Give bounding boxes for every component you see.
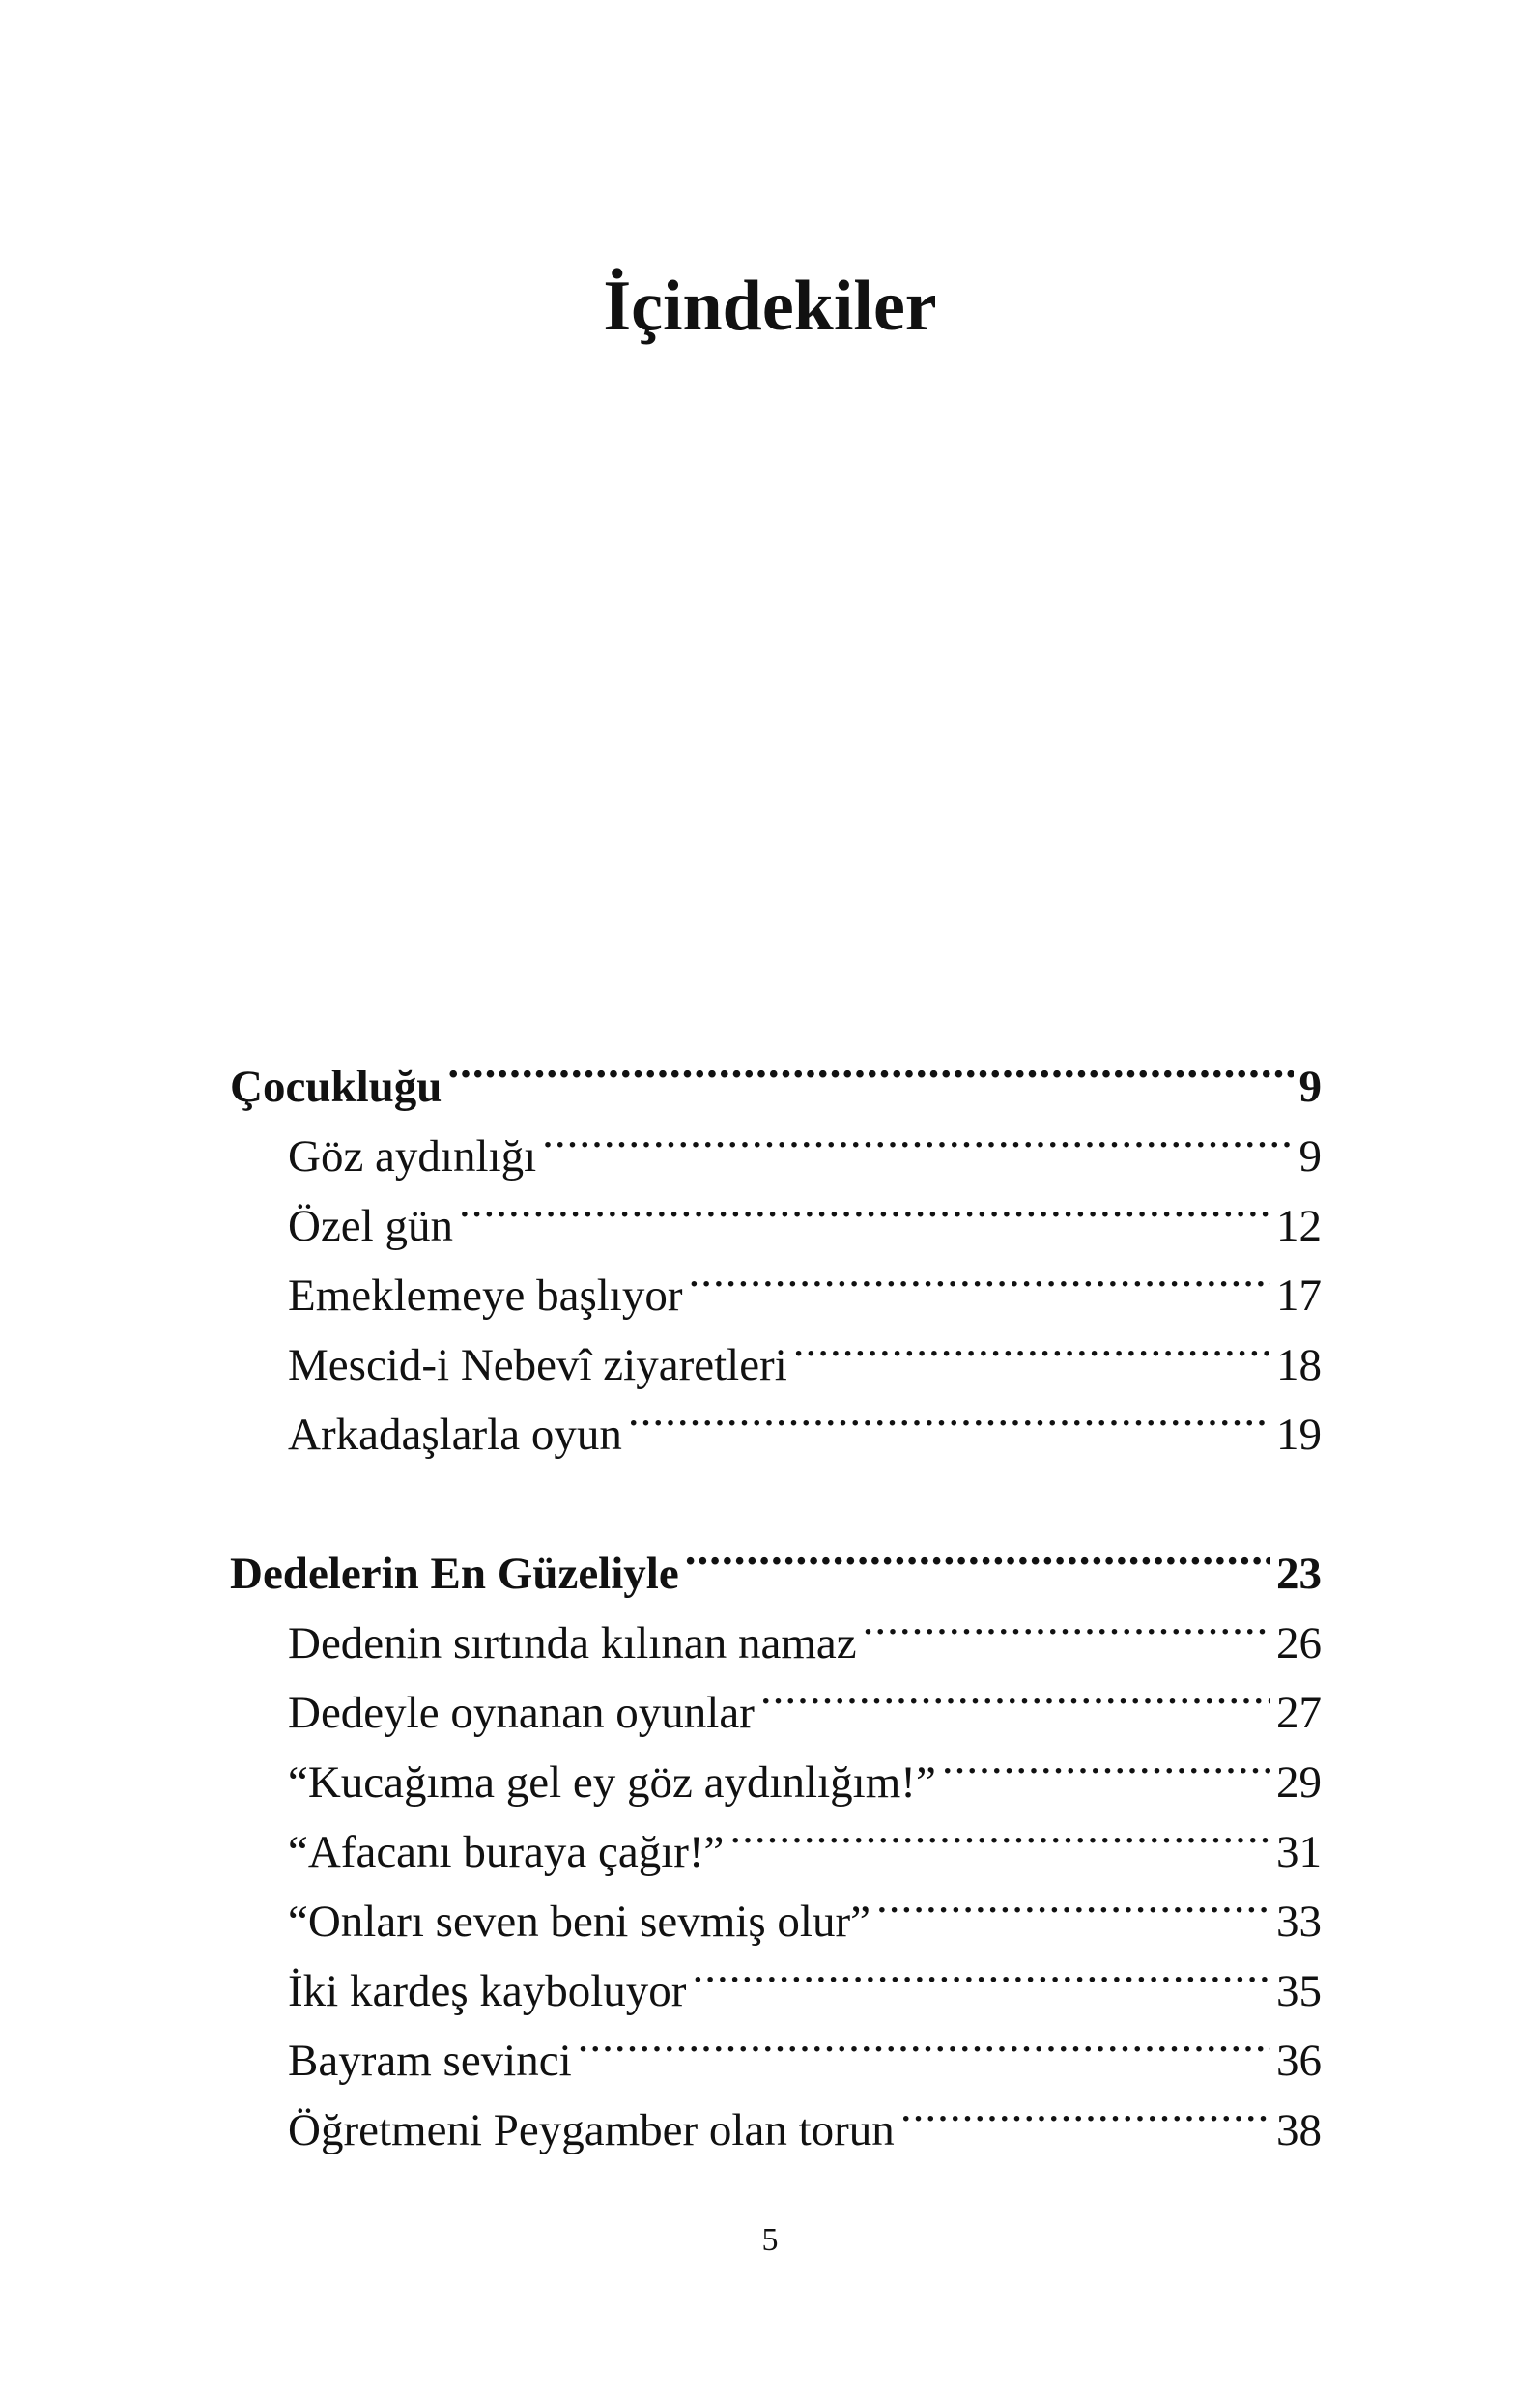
toc-heading <box>230 1032 1322 1112</box>
toc-item-label: Göz aydınlığı <box>288 1131 537 1182</box>
dot-leader <box>459 1171 1270 1241</box>
dot-leader <box>876 1867 1270 1936</box>
toc-heading-page: 9 <box>1298 1062 1322 1112</box>
toc-item-page: 9 <box>1298 1131 1322 1182</box>
dot-leader <box>760 1658 1270 1727</box>
toc-item-label: Dedeyle oynanan oyunlar <box>288 1688 755 1738</box>
dot-leader <box>578 2006 1270 2075</box>
toc-section <box>230 1519 1322 2155</box>
toc-item-label: Öğretmeni Peygamber olan torun <box>288 2105 895 2155</box>
toc-section <box>230 1032 1322 1460</box>
toc-item-page: 36 <box>1276 2036 1322 2086</box>
toc-item-label: Bayram sevinci <box>288 2036 572 2086</box>
toc-item-label: Emeklemeye başlıyor <box>288 1270 683 1321</box>
dot-leader <box>692 1936 1270 2006</box>
dot-leader <box>447 1032 1293 1101</box>
toc-item-page: 31 <box>1276 1827 1322 1877</box>
toc-item-page: 38 <box>1276 2105 1322 2155</box>
toc-heading-page: 23 <box>1276 1549 1322 1599</box>
toc-item-label: Arkadaşlarla oyun <box>288 1410 622 1460</box>
toc-item-page: 18 <box>1276 1340 1322 1390</box>
table-of-contents <box>230 1032 1322 2155</box>
toc-item-label: “Afacanı buraya çağır!” <box>288 1827 725 1877</box>
dot-leader <box>689 1241 1271 1310</box>
toc-item-page: 27 <box>1276 1688 1322 1738</box>
dot-leader <box>729 1797 1270 1867</box>
toc-heading-label: Çocukluğu <box>230 1062 442 1112</box>
dot-leader <box>900 2075 1270 2145</box>
toc-item-page: 17 <box>1276 1270 1322 1321</box>
toc-heading-label: Dedelerin En Güzeliyle <box>230 1549 679 1599</box>
toc-item-page: 29 <box>1276 1757 1322 1808</box>
dot-leader <box>685 1519 1270 1588</box>
toc-item-page: 26 <box>1276 1618 1322 1669</box>
toc-item-page: 12 <box>1276 1201 1322 1251</box>
page-title: İçindekiler <box>603 267 937 346</box>
dot-leader <box>863 1588 1270 1658</box>
toc-item-label: Mescid-i Nebevî ziyaretleri <box>288 1340 787 1390</box>
toc-item-page: 19 <box>1276 1410 1322 1460</box>
toc-item-label: “Onları seven beni sevmiş olur” <box>288 1897 870 1947</box>
toc-item-label: Dedenin sırtında kılınan namaz <box>288 1618 857 1669</box>
toc-item-page: 35 <box>1276 1966 1322 2016</box>
page-number: 5 <box>761 2222 779 2258</box>
toc-item-label: Özel gün <box>288 1201 453 1251</box>
toc-item-label: “Kucağıma gel ey göz aydınlığım!” <box>288 1757 936 1808</box>
toc-heading <box>230 1519 1322 1599</box>
dot-leader <box>542 1101 1293 1171</box>
toc-item-page: 33 <box>1276 1897 1322 1947</box>
dot-leader <box>628 1380 1270 1449</box>
toc-item-label: İki kardeş kayboluyor <box>288 1966 687 2016</box>
dot-leader <box>793 1310 1270 1380</box>
dot-leader <box>942 1727 1270 1797</box>
